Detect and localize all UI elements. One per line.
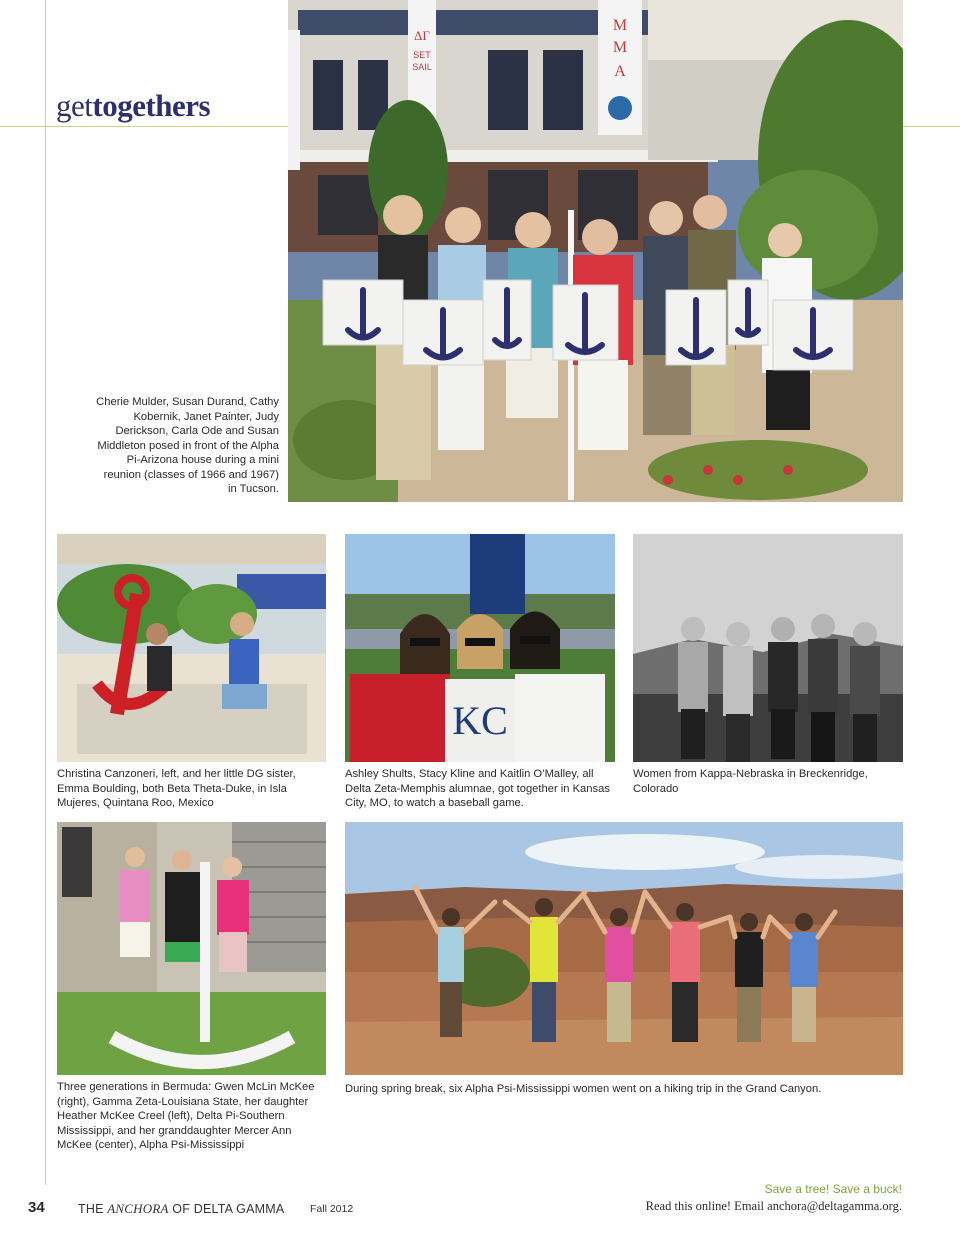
page-number: 34 bbox=[28, 1199, 45, 1216]
photo-baseball bbox=[345, 534, 615, 762]
photo-breckenridge bbox=[633, 534, 903, 762]
svg-text:SET: SET bbox=[413, 50, 431, 60]
margin-rule bbox=[45, 0, 46, 1185]
svg-text:SAIL: SAIL bbox=[412, 62, 432, 72]
caption-bermuda: Three generations in Bermuda: Gwen McLin McKee (right), Gamma Zeta-Louisiana State, her daughter Heather McKee Creel (left), Delta Pi-Southern Mississippi, and her granddaughter Mercer Ann McKee (center), Alpha Psi-Mississippi bbox=[57, 1081, 315, 1151]
photo-alpha-pi-reunion bbox=[288, 0, 903, 502]
magazine-suffix: OF DELTA GAMMA bbox=[168, 1202, 285, 1216]
save-tree-line: Save a tree! Save a buck! bbox=[764, 1182, 902, 1196]
title-rule-right bbox=[903, 126, 960, 127]
caption-alpha-pi-reunion: Cherie Mulder, Susan Durand, Cathy Kobernik, Janet Painter, Judy Derickson, Carla Ode and Susan Middleton posed in front of the Alpha Pi-Arizona house during a mini reunion (classes of 1966 and 1967) in Tucson. bbox=[96, 396, 279, 495]
section-title bbox=[56, 88, 210, 124]
magazine-title-italic: ANCHORA bbox=[107, 1201, 169, 1216]
svg-text:M: M bbox=[612, 39, 628, 56]
photo-bermuda bbox=[57, 822, 326, 1075]
title-light: get bbox=[56, 88, 93, 123]
caption-baseball: Ashley Shults, Stacy Kline and Kaitlin O’Malley, all Delta Zeta-Memphis alumnae, got together in Kansas City, MO, to watch a baseball game. bbox=[345, 768, 610, 809]
svg-text:ΔΓ: ΔΓ bbox=[414, 28, 430, 43]
read-online-line[interactable]: Read this online! Email anchora@deltagamma.org. bbox=[645, 1199, 902, 1213]
svg-text:M: M bbox=[612, 17, 628, 34]
issue-date: Fall 2012 bbox=[310, 1203, 354, 1215]
caption-anchor-beach: Christina Canzoneri, left, and her little DG sister, Emma Boulding, both Beta Theta-Duke, in Isla Mujeres, Quintana Roo, Mexico bbox=[57, 768, 296, 809]
title-bold: togethers bbox=[92, 88, 211, 123]
photo-grand-canyon bbox=[345, 822, 903, 1075]
svg-text:KC: KC bbox=[452, 698, 508, 743]
magazine-name bbox=[78, 1201, 284, 1217]
caption-breckenridge: Women from Kappa-Nebraska in Breckenridge, Colorado bbox=[633, 768, 868, 795]
svg-text:A: A bbox=[614, 63, 626, 80]
magazine-prefix: THE bbox=[78, 1202, 108, 1216]
title-rule-left bbox=[0, 126, 288, 127]
caption-grand-canyon: During spring break, six Alpha Psi-Mississippi women went on a hiking trip in the Grand Canyon. bbox=[345, 1083, 822, 1095]
photo-anchor-beach bbox=[57, 534, 326, 762]
